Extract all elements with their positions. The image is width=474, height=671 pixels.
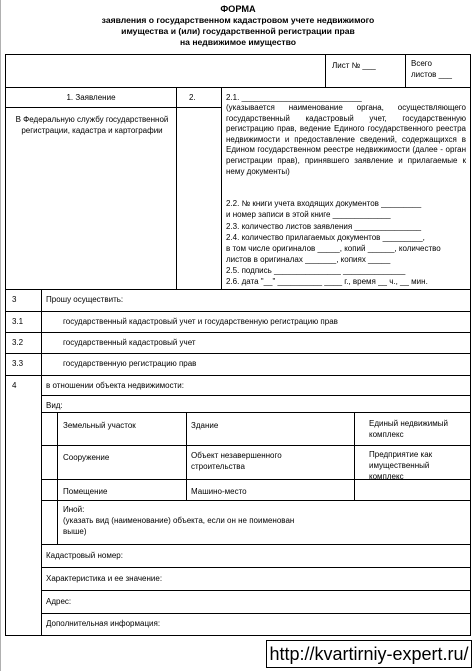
row-divider bbox=[6, 289, 470, 290]
total-sheets-value: листов ___ bbox=[411, 70, 452, 79]
section-2-label: 2. bbox=[189, 93, 196, 102]
form-subtitle-line2: имущества и (или) государственной регистрации прав bbox=[121, 26, 355, 36]
col-divider bbox=[41, 289, 42, 635]
type-other-note-end: выше) bbox=[63, 527, 87, 536]
cadastral-number-label: Кадастровый номер: bbox=[46, 551, 123, 560]
address-label: Адрес: bbox=[46, 597, 72, 606]
row-divider bbox=[41, 479, 470, 480]
row-divider bbox=[41, 590, 470, 591]
row-divider bbox=[41, 544, 470, 545]
row-divider bbox=[6, 107, 221, 108]
type-other-label: Иной: bbox=[63, 505, 85, 514]
item-2-6: 2.6. дата "__" __________ ____ г., время __ ч., __ мин. bbox=[226, 277, 428, 286]
form-subtitle-line3: на недвижимое имущество bbox=[179, 37, 296, 47]
item-2-4-c: листов в оригиналах _______, копиях _____ bbox=[226, 255, 391, 264]
total-sheets-label: Всего bbox=[411, 59, 432, 68]
additional-info-label: Дополнительная информация: bbox=[46, 619, 161, 628]
section-3-3-number: 3.3 bbox=[12, 359, 24, 368]
kind-label: Вид: bbox=[46, 401, 63, 410]
item-2-2-b: и номер записи в этой книге _____________ bbox=[226, 210, 391, 219]
form-title: ФОРМА bbox=[220, 4, 256, 14]
section-4-number: 4 bbox=[12, 381, 17, 390]
section-3-1-text: государственный кадастровый учет и государственную регистрацию прав bbox=[63, 317, 338, 326]
item-2-5: 2.5. подпись _______________ ______________ bbox=[226, 266, 406, 275]
type-enterprise-line2: имущественный bbox=[369, 461, 430, 470]
col-divider bbox=[405, 55, 406, 87]
row-divider bbox=[6, 332, 470, 333]
watermark-url[interactable] bbox=[266, 640, 472, 668]
form-header bbox=[1, 4, 474, 48]
form-table bbox=[5, 54, 471, 636]
section-3-number: 3 bbox=[12, 295, 17, 304]
row-divider bbox=[41, 412, 470, 413]
section-3-2-number: 3.2 bbox=[12, 338, 24, 347]
type-premises: Помещение bbox=[63, 487, 108, 496]
col-divider bbox=[57, 500, 58, 544]
item-2-4-b: в том числе оригиналов _____, копий ______, количество bbox=[226, 244, 441, 253]
item-2-3: 2.3. количество листов заявления _______________ bbox=[226, 222, 422, 231]
col-divider bbox=[186, 412, 187, 500]
section-3-3-text: государственную регистрацию прав bbox=[63, 359, 197, 368]
row-divider bbox=[6, 353, 470, 354]
section-3-1-number: 3.1 bbox=[12, 317, 24, 326]
type-structure: Сооружение bbox=[63, 453, 110, 462]
col-divider bbox=[57, 412, 58, 500]
addressee-text: В Федеральную службу государственной регистрации, кадастра и картографии bbox=[15, 115, 169, 135]
watermark-url-text: http://kvartirniy-expert.ru/ bbox=[269, 644, 469, 664]
type-unified-complex-line1: Единый недвижимый bbox=[369, 419, 448, 428]
col-divider bbox=[325, 55, 326, 87]
col-divider bbox=[176, 87, 177, 289]
type-building: Здание bbox=[191, 421, 219, 430]
row-divider bbox=[41, 613, 470, 614]
form-subtitle-line1: заявления о государственном кадастровом учете недвижимого bbox=[101, 15, 375, 25]
type-land-plot: Земельный участок bbox=[63, 421, 136, 430]
section-3-title: Прошу осуществить: bbox=[46, 295, 124, 304]
item-2-1: 2.1. ___________________________ bbox=[226, 93, 362, 102]
sheet-number: Лист № ___ bbox=[332, 61, 376, 70]
type-unfinished-line1: Объект незавершенного bbox=[191, 451, 282, 460]
type-enterprise-line3: комплекс bbox=[369, 472, 404, 481]
row-divider bbox=[6, 375, 470, 376]
row-divider bbox=[41, 445, 470, 446]
type-other-note: (указать вид (наименование) объекта, если он не поименован bbox=[63, 516, 295, 525]
row-divider bbox=[6, 311, 470, 312]
col-divider bbox=[221, 87, 222, 289]
type-enterprise-line1: Предприятие как bbox=[369, 450, 433, 459]
row-divider bbox=[41, 395, 470, 396]
item-2-4-a: 2.4. количество прилагаемых документов _________, bbox=[226, 233, 425, 242]
section-1-label: 1. Заявление bbox=[66, 93, 116, 102]
type-parking-space: Машино-место bbox=[191, 487, 247, 496]
row-divider bbox=[6, 87, 470, 88]
section-4-title: в отношении объекта недвижимости: bbox=[46, 381, 184, 390]
col-divider bbox=[354, 412, 355, 500]
characteristic-label: Характеристика и ее значение: bbox=[46, 574, 163, 583]
row-divider bbox=[41, 567, 470, 568]
type-unified-complex-line2: комплекс bbox=[369, 430, 404, 439]
row-divider bbox=[41, 500, 470, 501]
item-2-1-note: (указывается наименование органа, осуществляющего государственный кадастровый учет, государственную регистрацию прав, ведение Единого государственного реестра недвижимости и предоставление сведений, содержащихся в Едином государственном реестре недвижимости (далее - орган регистрации прав), принявшего заявление и прилагаемые к нему документы) bbox=[226, 103, 466, 176]
item-2-2-a: 2.2. № книги учета входящих документов _________ bbox=[226, 199, 422, 208]
type-unfinished-line2: строительства bbox=[191, 462, 245, 471]
section-3-2-text: государственный кадастровый учет bbox=[63, 338, 196, 347]
